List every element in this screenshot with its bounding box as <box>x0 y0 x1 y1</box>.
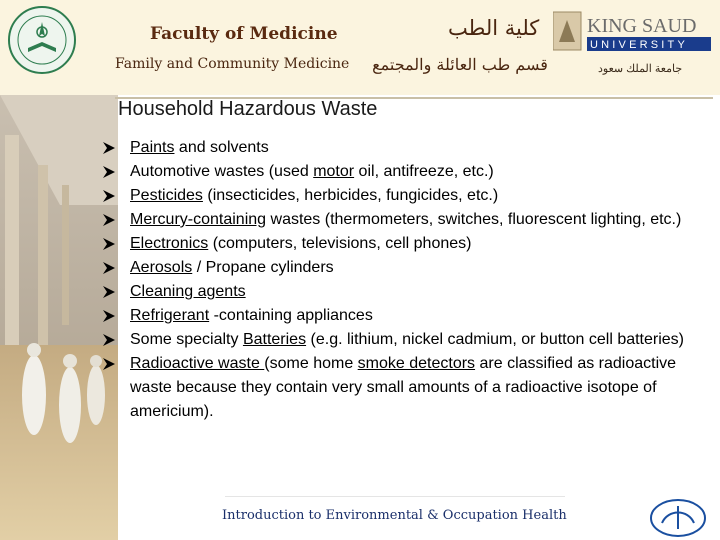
bullet-list <box>102 136 702 424</box>
bullet-text: Some specialty <box>130 331 243 348</box>
bullet-keyword: Radioactive waste <box>130 355 265 372</box>
list-item <box>102 208 702 232</box>
bullet-keyword: Refrigerant <box>130 307 210 324</box>
bullet-keyword: Mercury-containing <box>130 211 267 228</box>
list-item <box>102 328 702 352</box>
bullet-text: (computers, televisions, cell phones) <box>208 235 472 252</box>
arrow-bullet-icon <box>102 304 116 328</box>
arabic-department-title: قسم طب العائلة والمجتمع <box>372 55 548 74</box>
university-arabic-name: جامعة الملك سعود <box>598 63 683 75</box>
list-item <box>102 232 702 256</box>
bullet-text: Automotive wastes (used <box>130 163 314 180</box>
list-item <box>102 280 702 304</box>
bullet-text: -containing appliances <box>209 307 373 324</box>
bullet-keyword: Cleaning agents <box>130 283 246 300</box>
bullet-keyword: smoke detectors <box>357 355 476 372</box>
arrow-bullet-icon <box>102 136 116 160</box>
footer-divider <box>225 496 565 497</box>
university-name-line1: KING SAUD <box>587 15 697 37</box>
bullet-keyword: Pesticides <box>130 187 203 204</box>
faculty-subtitle: Family and Community Medicine <box>115 56 350 72</box>
king-saud-university-logo <box>553 10 713 54</box>
arrow-bullet-icon <box>102 280 116 304</box>
list-item <box>102 352 702 424</box>
bullet-text: (some home <box>264 355 358 372</box>
footer-course-title: Introduction to Environmental & Occupation Health <box>222 508 567 523</box>
bullet-text: wastes (thermometers, switches, fluorescent lighting, etc.) <box>266 211 682 228</box>
slide-title: Household Hazardous Waste <box>118 98 378 120</box>
arrow-bullet-icon <box>102 256 116 280</box>
bullet-text: and solvents <box>174 139 269 156</box>
list-item <box>102 256 702 280</box>
seal-logo <box>6 4 78 76</box>
arrow-bullet-icon <box>102 160 116 184</box>
arrow-bullet-icon <box>102 328 116 352</box>
university-name-line2: UNIVERSITY <box>590 39 689 51</box>
bullet-text: (e.g. lithium, nickel cadmium, or button cell batteries) <box>306 331 685 348</box>
arrow-bullet-icon <box>102 232 116 256</box>
bullet-text: are classified as radioactive waste because they contain very small amounts of a radioactive isotope of americium). <box>130 355 677 420</box>
campus-photo <box>0 95 118 540</box>
bullet-keyword: Paints <box>130 139 175 156</box>
bullet-keyword: Electronics <box>130 235 209 252</box>
bullet-text: / Propane cylinders <box>192 259 334 276</box>
list-item <box>102 304 702 328</box>
bullet-keyword: motor <box>313 163 355 180</box>
faculty-title: Faculty of Medicine <box>150 24 338 44</box>
list-item <box>102 184 702 208</box>
arrow-bullet-icon <box>102 352 116 376</box>
list-item <box>102 160 702 184</box>
bullet-text: oil, antifreeze, etc.) <box>354 163 494 180</box>
bullet-text: (insecticides, herbicides, fungicides, etc.) <box>202 187 499 204</box>
arrow-bullet-icon <box>102 184 116 208</box>
arrow-bullet-icon <box>102 208 116 232</box>
bullet-keyword: Batteries <box>242 331 307 348</box>
bullet-keyword: Aerosols <box>130 259 193 276</box>
faculty-emblem-icon <box>648 497 708 539</box>
arabic-faculty-title: كلية الطب <box>448 16 540 40</box>
slide-header <box>0 0 720 95</box>
list-item <box>102 136 702 160</box>
